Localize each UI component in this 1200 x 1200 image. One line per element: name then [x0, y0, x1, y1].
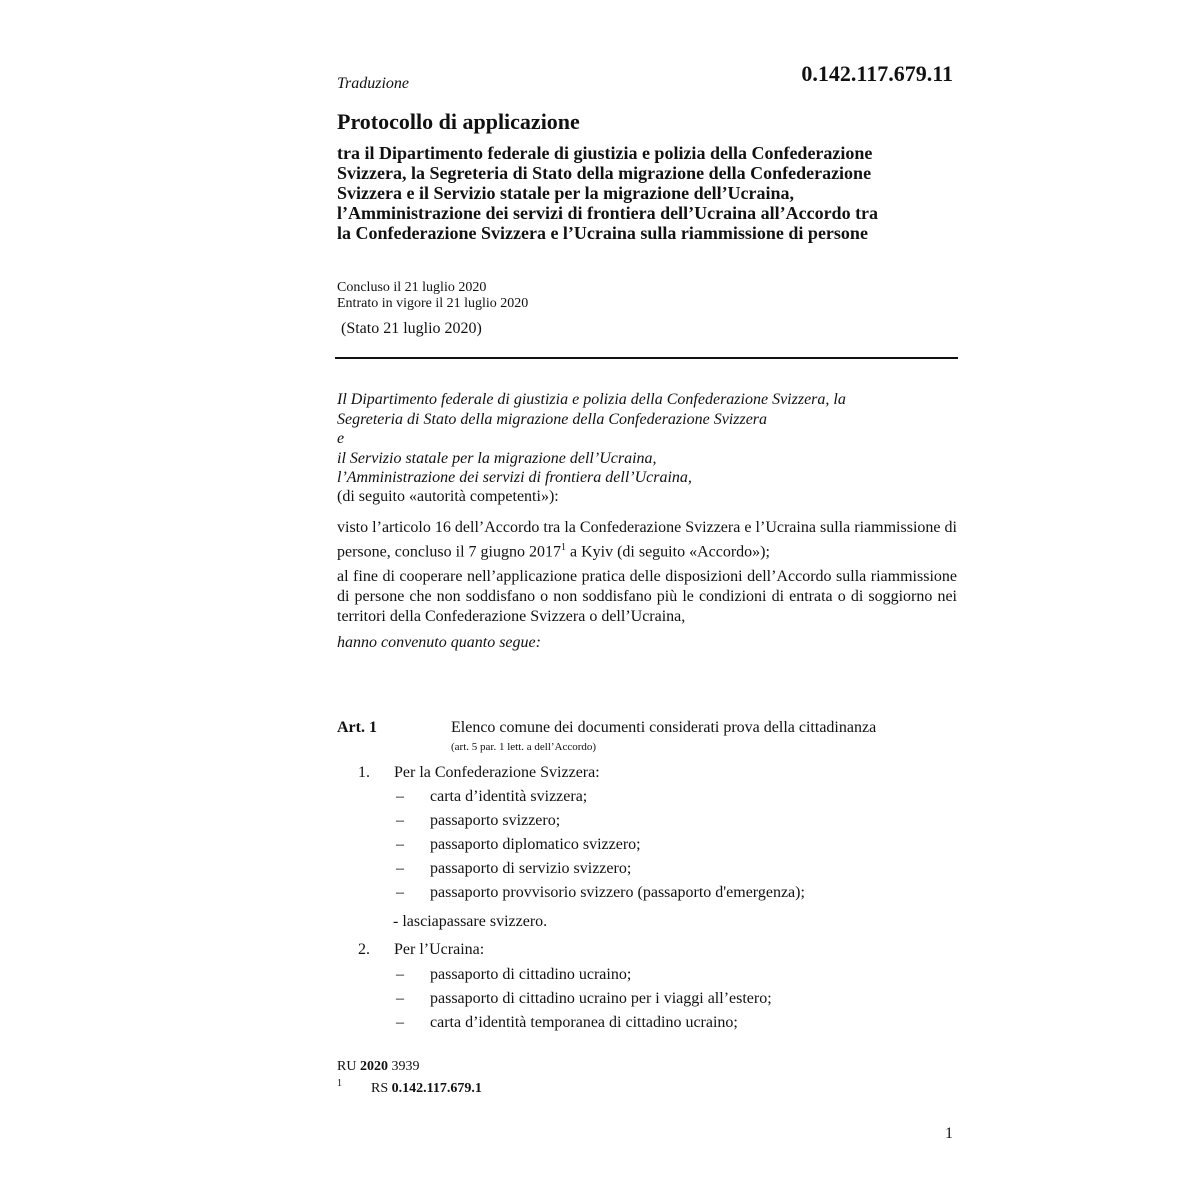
rs-reference — [371, 1081, 482, 1097]
footnote-ref: 1 — [560, 542, 566, 553]
article-title: Elenco comune dei documenti considerati prova della cittadinanza — [451, 719, 877, 736]
list-item: passaporto provvisorio svizzero (passaporto d'emergenza); — [430, 884, 805, 901]
footnote-number: 1 — [337, 1078, 342, 1089]
dates-block — [337, 280, 528, 312]
list-item: passaporto di cittadino ucraino; — [430, 966, 632, 983]
preamble-line: Il Dipartimento federale di giustizia e polizia della Confederazione Svizzera, la — [337, 391, 846, 408]
article-reference: (art. 5 par. 1 lett. a dell’Accordo) — [451, 741, 597, 753]
dash: – — [396, 812, 404, 829]
list-item: passaporto diplomatico svizzero; — [430, 836, 641, 853]
subtitle-line: l’Amministrazione dei servizi di frontiera dell’Ucraina all’Accordo tra — [337, 203, 879, 223]
list-item-extra: - lasciapassare svizzero. — [393, 913, 548, 930]
ru-page: 3939 — [387, 1059, 420, 1074]
document-title: Protocollo di applicazione — [337, 109, 580, 134]
section-heading: Per l’Ucraina: — [394, 941, 485, 958]
dash: – — [396, 788, 404, 805]
hereinafter-line: (di seguito «autorità competenti»): — [337, 487, 559, 505]
preamble-line: e — [337, 430, 345, 447]
list-item: passaporto di servizio svizzero; — [430, 860, 632, 877]
list-item: carta d’identità svizzera; — [430, 788, 588, 805]
subtitle-line: la Confederazione Svizzera e l’Ucraina sulla riammissione di persone — [337, 223, 868, 243]
visto-paragraph — [337, 518, 957, 562]
preamble-line: il Servizio statale per la migrazione dell’Ucraina, — [337, 449, 657, 467]
dash: – — [396, 860, 404, 877]
page-number: 1 — [945, 1125, 953, 1142]
dash: – — [396, 966, 404, 983]
section-number: 1. — [358, 764, 370, 781]
ru-prefix: RU — [337, 1059, 360, 1074]
ru-reference — [337, 1059, 419, 1075]
dash: – — [396, 836, 404, 853]
list-item: passaporto di cittadino ucraino per i viaggi all’estero; — [430, 990, 772, 1007]
rs-prefix: RS — [371, 1081, 392, 1096]
concluded-date: Concluso il 21 luglio 2020 — [337, 280, 487, 295]
visto-text: visto l’articolo 16 dell’Accordo tra la Confederazione Svizzera e l’Ucraina sulla riammissione di persone, concluso il 7 giugno 2017 — [337, 519, 957, 561]
dash: – — [396, 884, 404, 901]
preamble-parties — [337, 390, 846, 506]
article-label: Art. 1 — [337, 719, 377, 736]
header-rule — [335, 357, 958, 359]
subtitle-line: tra il Dipartimento federale di giustizia e polizia della Confederazione — [337, 143, 873, 163]
agreed-line: hanno convenuto quanto segue: — [337, 634, 541, 651]
translation-label: Traduzione — [337, 75, 410, 92]
preamble-line: Segreteria di Stato della migrazione della Confederazione Svizzera — [337, 410, 768, 428]
in-force-date: Entrato in vigore il 21 luglio 2020 — [337, 296, 529, 311]
al-fine-paragraph: al fine di cooperare nell’applicazione pratica delle disposizioni dell’Accordo sulla riammissione di persone che non soddisfano o non soddisfano più le condizioni di entrata o di soggiorno nei territori della Confederazione Svizzera o dell’Ucraina, — [337, 568, 957, 625]
document-subtitle — [337, 143, 977, 243]
ru-year: 2020 — [359, 1059, 388, 1074]
section-number: 2. — [358, 941, 370, 958]
subtitle-line: Svizzera e il Servizio statale per la migrazione dell’Ucraina, — [337, 183, 795, 203]
dash: – — [396, 1014, 404, 1031]
rs-number: 0.142.117.679.1 — [391, 1081, 482, 1096]
section-heading: Per la Confederazione Svizzera: — [394, 764, 600, 781]
subtitle-line: Svizzera, la Segreteria di Stato della migrazione della Confederazione — [337, 163, 872, 183]
list-item: carta d’identità temporanea di cittadino ucraino; — [430, 1014, 738, 1031]
status-date: (Stato 21 luglio 2020) — [341, 320, 482, 337]
visto-text-end: a Kyiv (di seguito «Accordo»); — [565, 543, 770, 561]
sr-number: 0.142.117.679.11 — [801, 61, 953, 86]
list-item: passaporto svizzero; — [430, 812, 561, 829]
preamble-line: l’Amministrazione dei servizi di frontiera dell’Ucraina, — [337, 469, 692, 486]
dash: – — [396, 990, 404, 1007]
